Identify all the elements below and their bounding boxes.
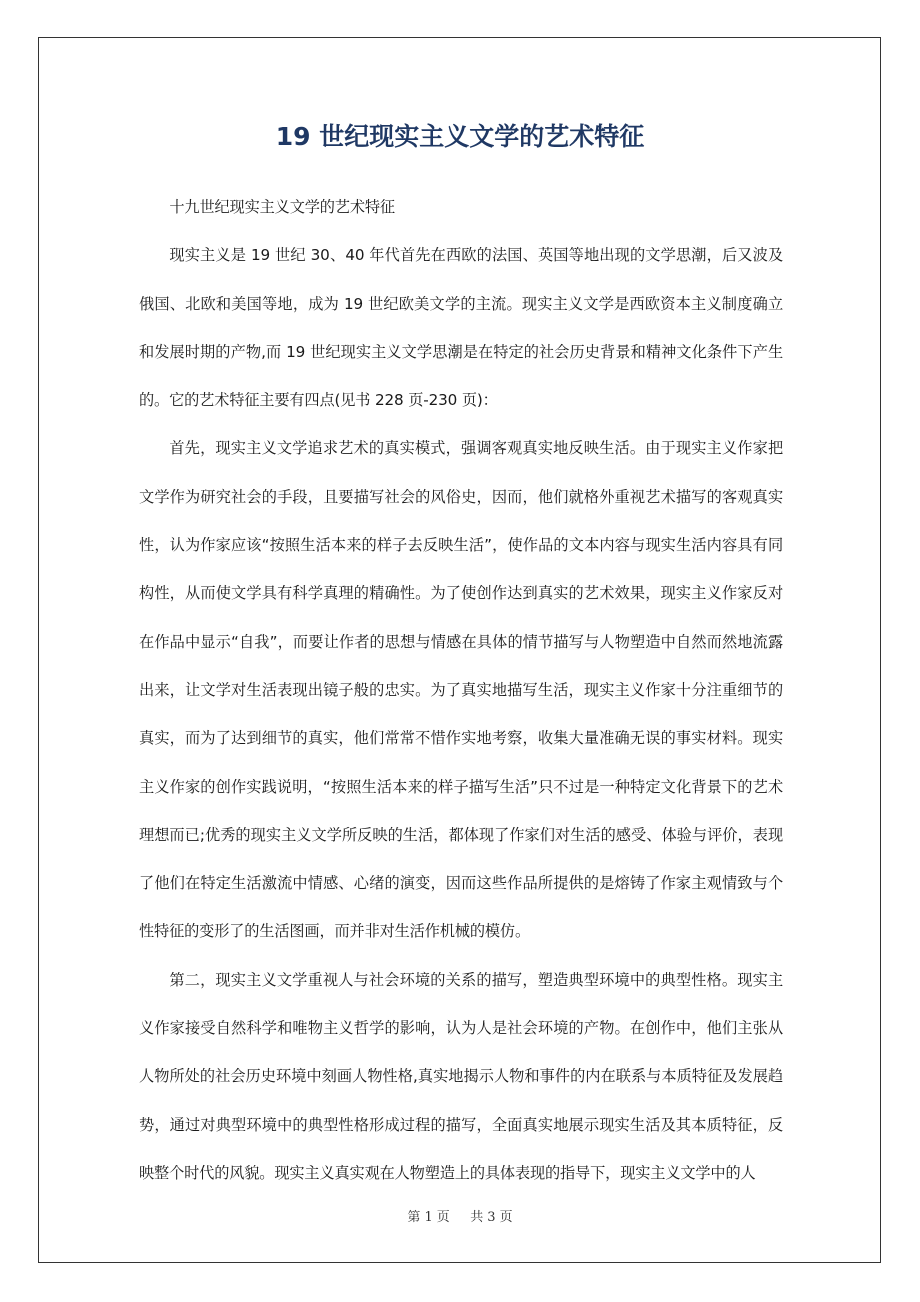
first-feature-paragraph: 首先，现实主义文学追求艺术的真实模式，强调客观真实地反映生活。由于现实主义作家把文学作为研究社会的手段，且要描写社会的风俗史，因而，他们就格外重视艺术描写的客观真实性，认为作家应该“按照生活本来的样子去反映生活”，使作品的文本内容与现实生活内容具有同构性，从而使文学具有科学真理的精确性。为了使创作达到真实的艺术效果，现实主义作家反对在作品中显示“自我”，而要让作者的思想与情感在具体的情节描写与人物塑造中自然而然地流露出来，让文学对生活表现出镜子般的忠实。为了真实地描写生活，现实主义作家十分注重细节的真实，而为了达到细节的真实，他们常常不惜作实地考察，收集大量准确无误的事实材料。现实主义作家的创作实践说明，“按照生活本来的样子描写生活”只不过是一种特定文化背景下的艺术理想而已;优秀的现实主义文学所反映的生活，都体现了作家们对生活的感受、体验与评价，表现了他们在特定生活激流中情感、心绪的演变，因而这些作品所提供的是熔铸了作家主观情致与个性特征的变形了的生活图画，而并非对生活作机械的模仿。 — [139, 439, 783, 941]
subtitle-paragraph: 十九世纪现实主义文学的艺术特征 — [169, 198, 395, 216]
document-body — [139, 183, 783, 1197]
total-suffix: 页 — [499, 1210, 513, 1225]
second-feature-paragraph: 第二，现实主义文学重视人与社会环境的关系的描写，塑造典型环境中的典型性格。现实主义作家接受自然科学和唯物主义哲学的影响，认为人是社会环境的产物。在创作中，他们主张从人物所处的社会历史环境中刻画人物性格,真实地揭示人物和事件的内在联系与本质特征及发展趋势，通过对典型环境中的典型性格形成过程的描写，全面真实地展示现实生活及其本质特征，反映整个时代的风貌。现实主义真实观在人物塑造上的具体表现的指导下，现实主义文学中的人 — [139, 970, 783, 1182]
total-pages: 3 — [487, 1210, 496, 1225]
document-title: 19 世纪现实主义文学的艺术特征 — [275, 122, 645, 151]
total-prefix: 共 — [470, 1210, 484, 1225]
page-footer — [0, 1206, 920, 1225]
intro-paragraph: 现实主义是 19 世纪 30、40 年代首先在西欧的法国、英国等地出现的文学思潮，后又波及俄国、北欧和美国等地，成为 19 世纪欧美文学的主流。现实主义文学是西欧资本主义制度确立和发展时期的产物,而 19 世纪现实主义文学思潮是在特定的社会历史背景和精神文化条件下产生的。它的艺术特征主要有四点(见书 228 页-230 页)： — [139, 246, 783, 410]
page-prefix: 第 — [407, 1210, 421, 1225]
page-number: 1 — [424, 1210, 433, 1225]
page-suffix: 页 — [436, 1210, 450, 1225]
